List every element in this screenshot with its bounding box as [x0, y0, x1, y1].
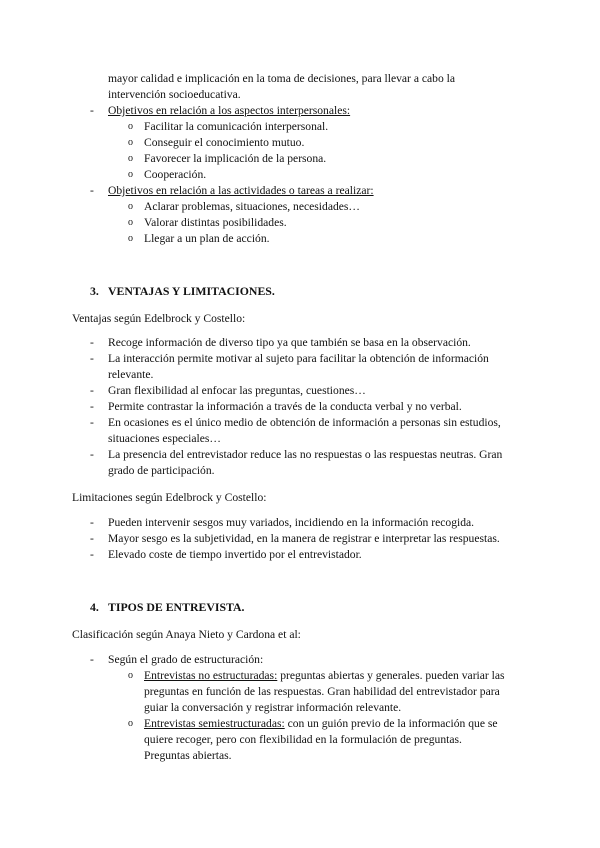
list-item: Cooperación.: [144, 168, 207, 181]
intro-line-2: intervención socioeducativa.: [108, 88, 241, 101]
dash-bullet: -: [90, 336, 94, 349]
advantage-line: Recoge información de diverso tipo ya que también se basa en la observación.: [108, 336, 471, 349]
dash-bullet: -: [90, 448, 94, 461]
circle-bullet: o: [128, 121, 133, 132]
circle-bullet: o: [128, 718, 133, 729]
semistructured-line: quiere recoger, pero con flexibilidad en la formulación de preguntas.: [144, 733, 462, 746]
advantage-line: Permite contrastar la información a través de la conducta verbal y no verbal.: [108, 400, 462, 413]
intro-line-1: mayor calidad e implicación en la toma de decisiones, para llevar a cabo la: [108, 72, 456, 85]
unstructured-line: guiar la conversación y registrar información relevante.: [144, 701, 402, 714]
limitation-line: Pueden intervenir sesgos muy variados, incidiendo en la información recogida.: [108, 516, 475, 529]
list-item: Aclarar problemas, situaciones, necesidades…: [144, 200, 361, 213]
list-item: Conseguir el conocimiento mutuo.: [144, 136, 305, 149]
dash-bullet: -: [90, 516, 94, 529]
dash-bullet: -: [90, 532, 94, 545]
circle-bullet: o: [128, 137, 133, 148]
advantage-line: situaciones especiales…: [108, 432, 221, 445]
dash-bullet: -: [90, 104, 94, 117]
circle-bullet: o: [128, 153, 133, 164]
dash-bullet: -: [90, 184, 94, 197]
limitation-line: Mayor sesgo es la subjetividad, en la manera de registrar e interpretar las respuestas.: [108, 532, 500, 545]
section3-number: 3.: [90, 284, 99, 298]
dash-bullet: -: [90, 400, 94, 413]
list-item: Valorar distintas posibilidades.: [144, 216, 287, 229]
dash-bullet: -: [90, 384, 94, 397]
unstructured-text: preguntas abiertas y generales. pueden variar las: [277, 669, 505, 682]
tasks-heading: Objetivos en relación a las actividades o tareas a realizar:: [108, 184, 374, 197]
semistructured-label: Entrevistas semiestructuradas:: [144, 717, 285, 730]
section3-title: VENTAJAS Y LIMITACIONES.: [108, 284, 275, 298]
unstructured-label: Entrevistas no estructuradas:: [144, 669, 278, 682]
circle-bullet: o: [128, 201, 133, 212]
advantage-line: Gran flexibilidad al enfocar las preguntas, cuestiones…: [108, 384, 366, 397]
dash-bullet: -: [90, 653, 94, 666]
dash-bullet: -: [90, 416, 94, 429]
section4-title: TIPOS DE ENTREVISTA.: [108, 600, 245, 614]
limitations-intro: Limitaciones según Edelbrock y Costello:: [72, 491, 267, 504]
advantages-intro: Ventajas según Edelbrock y Costello:: [72, 312, 246, 325]
advantage-line: La presencia del entrevistador reduce las no respuestas o las respuestas neutras. Gran: [108, 448, 503, 461]
section4-number: 4.: [90, 600, 99, 614]
list-item: Favorecer la implicación de la persona.: [144, 152, 327, 165]
list-item: Facilitar la comunicación interpersonal.: [144, 120, 329, 133]
semistructured-text: con un guión previo de la información que se: [284, 717, 498, 730]
semistructured-item: [144, 716, 498, 732]
unstructured-line: preguntas en función de las respuestas. Gran habilidad del entrevistador para: [144, 685, 500, 698]
unstructured-item: [144, 668, 505, 684]
dash-bullet: -: [90, 548, 94, 561]
interpersonal-heading: Objetivos en relación a los aspectos interpersonales:: [108, 104, 351, 117]
limitation-line: Elevado coste de tiempo invertido por el entrevistador.: [108, 548, 362, 561]
dash-bullet: -: [90, 352, 94, 365]
advantage-line: La interacción permite motivar al sujeto para facilitar la obtención de información: [108, 352, 489, 365]
advantage-line: En ocasiones es el único medio de obtención de información a personas sin estudios,: [108, 416, 501, 429]
circle-bullet: o: [128, 169, 133, 180]
types-intro: Clasificación según Anaya Nieto y Cardona et al:: [72, 628, 301, 641]
advantage-line: relevante.: [108, 368, 154, 381]
circle-bullet: o: [128, 233, 133, 244]
semistructured-line: Preguntas abiertas.: [144, 749, 232, 762]
structuring-group: Según el grado de estructuración:: [108, 653, 264, 666]
circle-bullet: o: [128, 217, 133, 228]
advantage-line: grado de participación.: [108, 464, 215, 477]
list-item: Llegar a un plan de acción.: [144, 232, 270, 245]
circle-bullet: o: [128, 670, 133, 681]
